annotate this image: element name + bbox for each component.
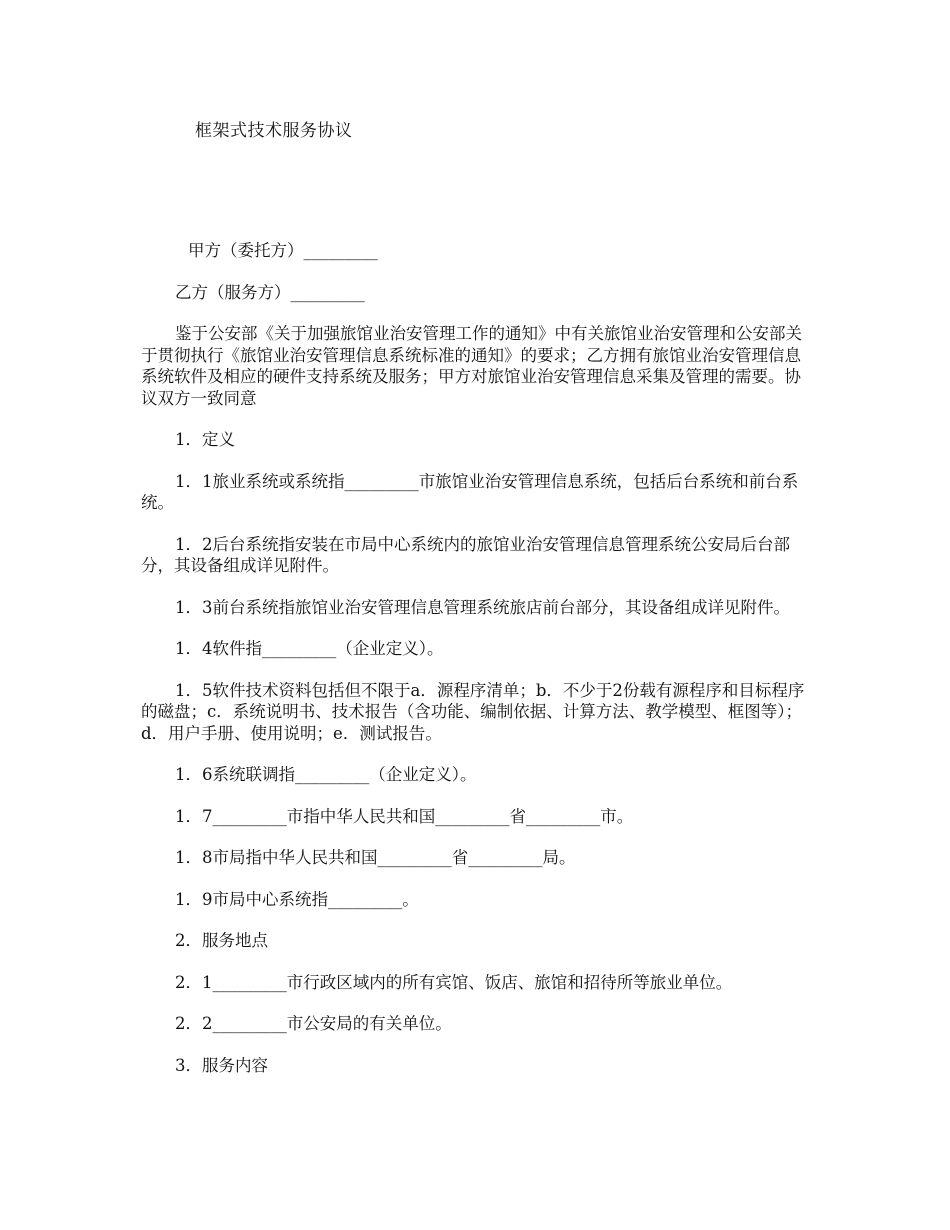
document-body xyxy=(141,240,813,1096)
clause-1-6: 1．6系统联调指_________（企业定义）。 xyxy=(175,765,477,784)
clause-1-4: 1．4软件指_________（企业定义）。 xyxy=(175,639,444,658)
clause-1-5: 1．5软件技术资料包括但不限于a．源程序清单；b．不少于2份载有源程序和目标程序的磁盘；c．系统说明书、技术报告（含功能、编制依据、计算方法、教学模型、框图等）；d．用户手册、使用说明；e．测试报告。 xyxy=(141,680,805,743)
clause-2-1: 2．1_________市行政区域内的所有宾馆、饭店、旅馆和招待所等旅业单位。 xyxy=(175,972,733,992)
clause-1-2: 1．2后台系统指安装在市局中心系统内的旅馆业治安管理信息管理系统公安局后台部分，其设备组成详见附件。 xyxy=(141,534,790,575)
party-a-line: 甲方（委托方）_________ xyxy=(188,241,378,260)
preamble-paragraph: 鉴于公安部《关于加强旅馆业治安管理工作的通知》中有关旅馆业治安管理和公安部关于贯彻执行《旅馆业治安管理信息系统标准的通知》的要求；乙方拥有旅馆业治安管理信息系统软件及相应的硬件支持系统及服务；甲方对旅馆业治安管理信息采集及管理的需要。协议双方一致同意 xyxy=(141,324,802,408)
clause-1-8: 1．8市局指中华人民共和国_________省_________局。 xyxy=(175,848,576,867)
document-title: 框架式技术服务协议 xyxy=(195,121,353,141)
party-b-line: 乙方（服务方）_________ xyxy=(175,282,365,302)
clause-1-7: 1．7_________市指中华人民共和国_________省_________市。 xyxy=(175,806,634,826)
clause-1-1: 1．1旅业系统或系统指_________市旅馆业治安管理信息系统，包括后台系统和前台系统。 xyxy=(141,471,799,512)
section-1-heading: 1．定义 xyxy=(175,430,235,449)
clause-1-3: 1．3前台系统指旅馆业治安管理信息管理系统旅店前台部分，其设备组成详见附件。 xyxy=(175,597,790,617)
clause-1-9: 1．9市局中心系统指_________。 xyxy=(175,889,419,909)
clause-2-2: 2．2_________市公安局的有关单位。 xyxy=(175,1014,452,1033)
section-3-heading: 3．服务内容 xyxy=(175,1055,268,1075)
section-2-heading: 2．服务地点 xyxy=(175,931,268,950)
